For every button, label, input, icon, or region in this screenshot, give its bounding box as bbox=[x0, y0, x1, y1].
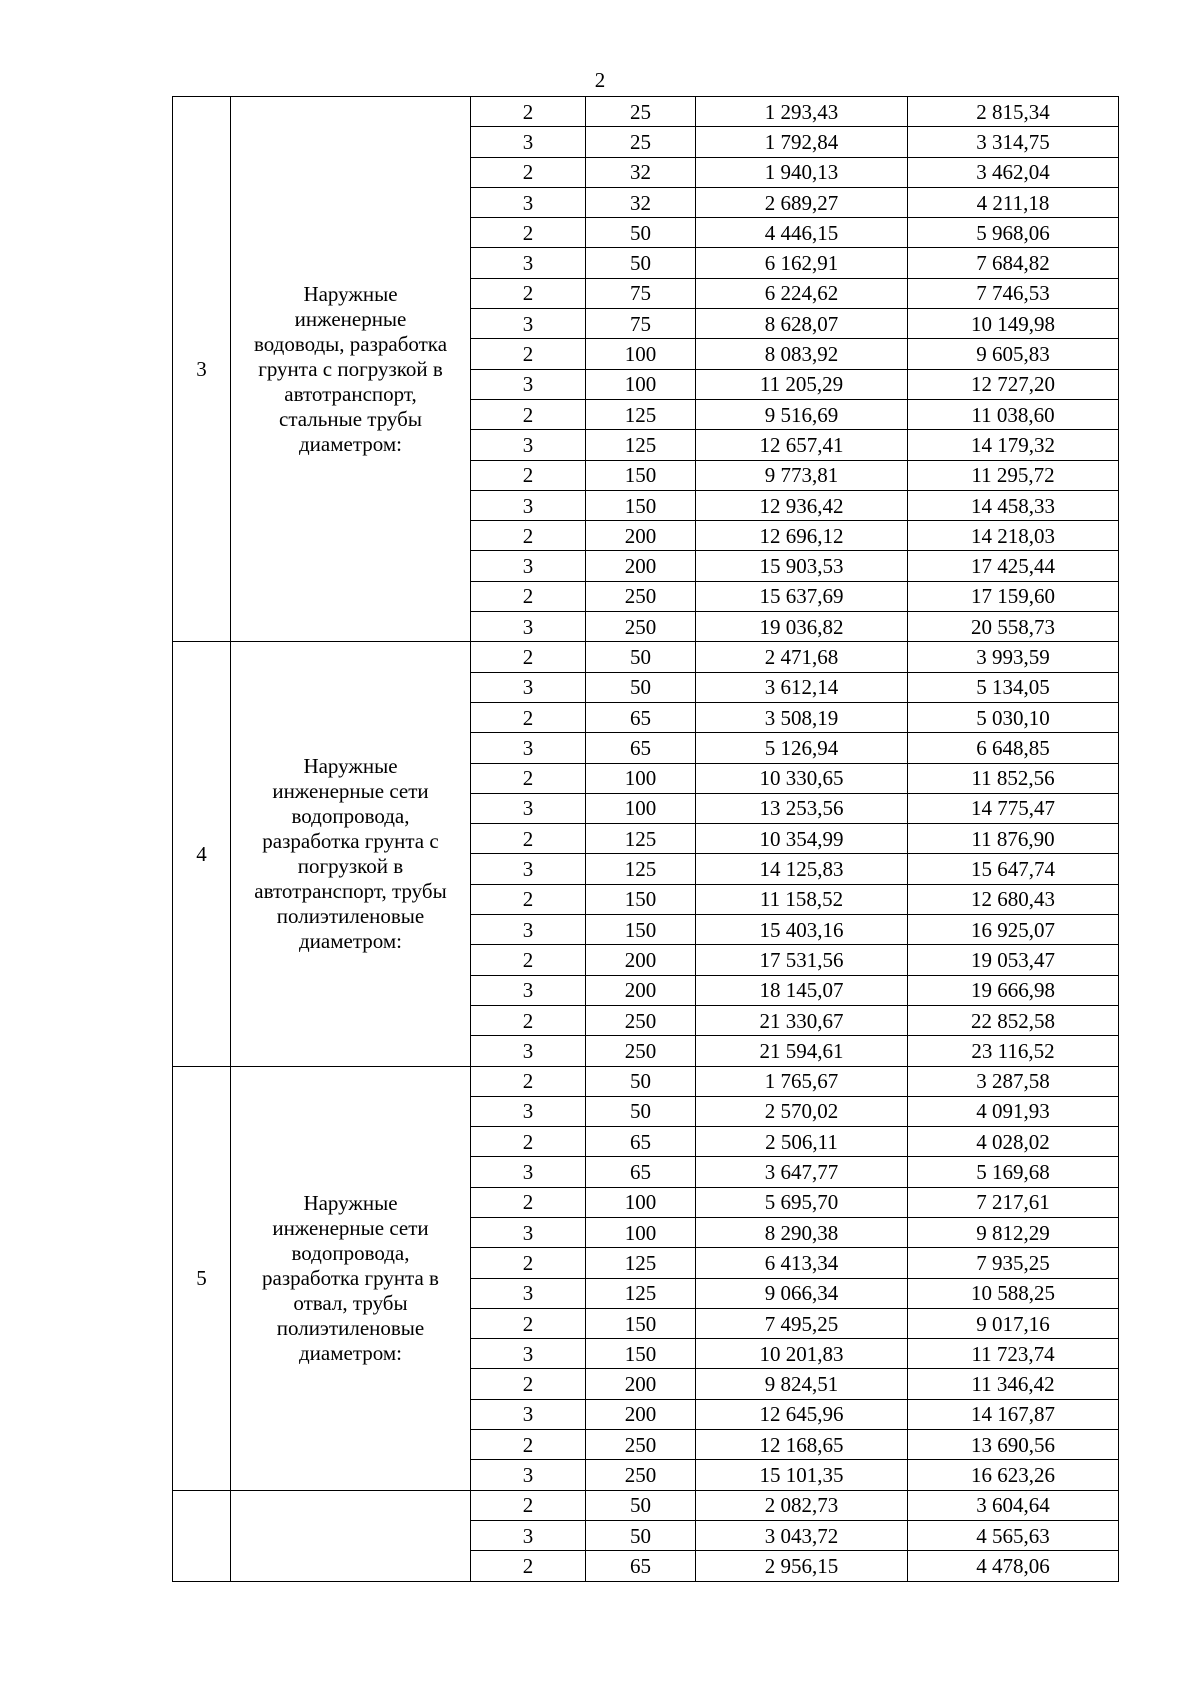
block-number: 4 bbox=[173, 642, 231, 1066]
diameter-cell: 100 bbox=[586, 793, 696, 823]
price-with-vat-cell: 9 605,83 bbox=[908, 339, 1119, 369]
price-with-vat-cell: 3 287,58 bbox=[908, 1066, 1119, 1096]
price-with-vat-cell: 3 314,75 bbox=[908, 127, 1119, 157]
table-row bbox=[173, 1490, 1119, 1520]
diameter-cell: 125 bbox=[586, 399, 696, 429]
category-cell: 3 bbox=[471, 733, 586, 763]
diameter-cell: 200 bbox=[586, 1369, 696, 1399]
price-with-vat-cell: 4 565,63 bbox=[908, 1520, 1119, 1550]
price-with-vat-cell: 23 116,52 bbox=[908, 1036, 1119, 1066]
price-with-vat-cell: 4 091,93 bbox=[908, 1096, 1119, 1126]
category-cell: 2 bbox=[471, 460, 586, 490]
price-cell: 12 936,42 bbox=[696, 490, 908, 520]
category-cell: 3 bbox=[471, 430, 586, 460]
category-cell: 2 bbox=[471, 1369, 586, 1399]
category-cell: 2 bbox=[471, 1187, 586, 1217]
price-with-vat-cell: 7 935,25 bbox=[908, 1248, 1119, 1278]
price-cell: 15 637,69 bbox=[696, 581, 908, 611]
price-cell: 11 158,52 bbox=[696, 884, 908, 914]
diameter-cell: 150 bbox=[586, 490, 696, 520]
price-with-vat-cell: 12 727,20 bbox=[908, 369, 1119, 399]
tariff-table-body bbox=[173, 97, 1119, 1582]
price-cell: 12 657,41 bbox=[696, 430, 908, 460]
diameter-cell: 50 bbox=[586, 642, 696, 672]
price-with-vat-cell: 4 478,06 bbox=[908, 1551, 1119, 1581]
category-cell: 3 bbox=[471, 369, 586, 399]
category-cell: 3 bbox=[471, 672, 586, 702]
category-cell: 3 bbox=[471, 1157, 586, 1187]
price-cell: 3 647,77 bbox=[696, 1157, 908, 1187]
category-cell: 2 bbox=[471, 278, 586, 308]
category-cell: 3 bbox=[471, 1036, 586, 1066]
category-cell: 3 bbox=[471, 612, 586, 642]
category-cell: 2 bbox=[471, 1430, 586, 1460]
block-description: Наружные инженерные сети водопровода, разработка грунта в отвал, трубы полиэтиленовые диаметром: bbox=[231, 1066, 471, 1490]
category-cell: 3 bbox=[471, 975, 586, 1005]
category-cell: 2 bbox=[471, 763, 586, 793]
diameter-cell: 125 bbox=[586, 1248, 696, 1278]
diameter-cell: 125 bbox=[586, 854, 696, 884]
price-with-vat-cell: 14 167,87 bbox=[908, 1399, 1119, 1429]
category-cell: 2 bbox=[471, 884, 586, 914]
price-with-vat-cell: 9 017,16 bbox=[908, 1308, 1119, 1338]
page-number: 2 bbox=[594, 68, 606, 92]
block-number bbox=[173, 1490, 231, 1581]
category-cell: 2 bbox=[471, 945, 586, 975]
diameter-cell: 25 bbox=[586, 97, 696, 127]
diameter-cell: 125 bbox=[586, 1278, 696, 1308]
diameter-cell: 50 bbox=[586, 1066, 696, 1096]
category-cell: 3 bbox=[471, 309, 586, 339]
category-cell: 2 bbox=[471, 157, 586, 187]
diameter-cell: 100 bbox=[586, 763, 696, 793]
diameter-cell: 250 bbox=[586, 1036, 696, 1066]
price-cell: 12 168,65 bbox=[696, 1430, 908, 1460]
diameter-cell: 150 bbox=[586, 884, 696, 914]
category-cell: 3 bbox=[471, 1278, 586, 1308]
price-cell: 9 773,81 bbox=[696, 460, 908, 490]
price-with-vat-cell: 3 993,59 bbox=[908, 642, 1119, 672]
price-cell: 14 125,83 bbox=[696, 854, 908, 884]
price-cell: 10 354,99 bbox=[696, 824, 908, 854]
price-cell: 3 508,19 bbox=[696, 702, 908, 732]
block-description: Наружные инженерные водоводы, разработка грунта с погрузкой в автотранспорт, стальные трубы диаметром: bbox=[231, 97, 471, 642]
diameter-cell: 250 bbox=[586, 1005, 696, 1035]
price-cell: 15 403,16 bbox=[696, 915, 908, 945]
price-cell: 10 330,65 bbox=[696, 763, 908, 793]
price-cell: 9 516,69 bbox=[696, 399, 908, 429]
diameter-cell: 200 bbox=[586, 975, 696, 1005]
category-cell: 3 bbox=[471, 187, 586, 217]
price-with-vat-cell: 13 690,56 bbox=[908, 1430, 1119, 1460]
diameter-cell: 250 bbox=[586, 581, 696, 611]
price-cell: 4 446,15 bbox=[696, 218, 908, 248]
price-with-vat-cell: 20 558,73 bbox=[908, 612, 1119, 642]
price-cell: 7 495,25 bbox=[696, 1308, 908, 1338]
category-cell: 2 bbox=[471, 521, 586, 551]
price-with-vat-cell: 17 159,60 bbox=[908, 581, 1119, 611]
price-cell: 21 594,61 bbox=[696, 1036, 908, 1066]
diameter-cell: 200 bbox=[586, 521, 696, 551]
price-cell: 11 205,29 bbox=[696, 369, 908, 399]
price-cell: 6 224,62 bbox=[696, 278, 908, 308]
category-cell: 2 bbox=[471, 1308, 586, 1338]
price-cell: 15 903,53 bbox=[696, 551, 908, 581]
tariff-table bbox=[172, 96, 1119, 1582]
category-cell: 2 bbox=[471, 1066, 586, 1096]
price-with-vat-cell: 19 053,47 bbox=[908, 945, 1119, 975]
diameter-cell: 32 bbox=[586, 157, 696, 187]
diameter-cell: 65 bbox=[586, 1551, 696, 1581]
category-cell: 3 bbox=[471, 1460, 586, 1490]
price-with-vat-cell: 4 028,02 bbox=[908, 1127, 1119, 1157]
category-cell: 3 bbox=[471, 915, 586, 945]
price-with-vat-cell: 10 149,98 bbox=[908, 309, 1119, 339]
price-with-vat-cell: 11 852,56 bbox=[908, 763, 1119, 793]
diameter-cell: 100 bbox=[586, 369, 696, 399]
price-cell: 1 765,67 bbox=[696, 1066, 908, 1096]
diameter-cell: 75 bbox=[586, 309, 696, 339]
category-cell: 2 bbox=[471, 1248, 586, 1278]
category-cell: 2 bbox=[471, 1005, 586, 1035]
price-with-vat-cell: 19 666,98 bbox=[908, 975, 1119, 1005]
price-with-vat-cell: 7 217,61 bbox=[908, 1187, 1119, 1217]
price-cell: 5 126,94 bbox=[696, 733, 908, 763]
price-with-vat-cell: 2 815,34 bbox=[908, 97, 1119, 127]
category-cell: 2 bbox=[471, 1551, 586, 1581]
category-cell: 3 bbox=[471, 1339, 586, 1369]
price-cell: 15 101,35 bbox=[696, 1460, 908, 1490]
price-with-vat-cell: 15 647,74 bbox=[908, 854, 1119, 884]
category-cell: 2 bbox=[471, 218, 586, 248]
category-cell: 3 bbox=[471, 1217, 586, 1247]
diameter-cell: 200 bbox=[586, 551, 696, 581]
price-cell: 2 956,15 bbox=[696, 1551, 908, 1581]
price-with-vat-cell: 16 925,07 bbox=[908, 915, 1119, 945]
table-row bbox=[173, 97, 1119, 127]
price-cell: 2 570,02 bbox=[696, 1096, 908, 1126]
price-with-vat-cell: 14 775,47 bbox=[908, 793, 1119, 823]
category-cell: 2 bbox=[471, 1127, 586, 1157]
diameter-cell: 100 bbox=[586, 1187, 696, 1217]
price-with-vat-cell: 4 211,18 bbox=[908, 187, 1119, 217]
price-cell: 5 695,70 bbox=[696, 1187, 908, 1217]
price-with-vat-cell: 5 134,05 bbox=[908, 672, 1119, 702]
price-cell: 1 940,13 bbox=[696, 157, 908, 187]
price-with-vat-cell: 5 169,68 bbox=[908, 1157, 1119, 1187]
diameter-cell: 200 bbox=[586, 1399, 696, 1429]
price-cell: 2 471,68 bbox=[696, 642, 908, 672]
price-with-vat-cell: 17 425,44 bbox=[908, 551, 1119, 581]
price-cell: 3 043,72 bbox=[696, 1520, 908, 1550]
price-with-vat-cell: 11 346,42 bbox=[908, 1369, 1119, 1399]
price-cell: 13 253,56 bbox=[696, 793, 908, 823]
price-cell: 9 066,34 bbox=[696, 1278, 908, 1308]
diameter-cell: 250 bbox=[586, 612, 696, 642]
diameter-cell: 50 bbox=[586, 1520, 696, 1550]
diameter-cell: 200 bbox=[586, 945, 696, 975]
price-cell: 21 330,67 bbox=[696, 1005, 908, 1035]
category-cell: 3 bbox=[471, 1399, 586, 1429]
price-with-vat-cell: 16 623,26 bbox=[908, 1460, 1119, 1490]
category-cell: 3 bbox=[471, 1096, 586, 1126]
category-cell: 3 bbox=[471, 793, 586, 823]
diameter-cell: 65 bbox=[586, 1157, 696, 1187]
price-with-vat-cell: 14 218,03 bbox=[908, 521, 1119, 551]
category-cell: 3 bbox=[471, 127, 586, 157]
diameter-cell: 75 bbox=[586, 278, 696, 308]
diameter-cell: 150 bbox=[586, 1308, 696, 1338]
price-cell: 19 036,82 bbox=[696, 612, 908, 642]
price-with-vat-cell: 11 723,74 bbox=[908, 1339, 1119, 1369]
price-cell: 18 145,07 bbox=[696, 975, 908, 1005]
diameter-cell: 50 bbox=[586, 672, 696, 702]
price-cell: 12 696,12 bbox=[696, 521, 908, 551]
price-cell: 9 824,51 bbox=[696, 1369, 908, 1399]
diameter-cell: 65 bbox=[586, 733, 696, 763]
price-with-vat-cell: 11 038,60 bbox=[908, 399, 1119, 429]
price-cell: 1 792,84 bbox=[696, 127, 908, 157]
price-with-vat-cell: 7 684,82 bbox=[908, 248, 1119, 278]
diameter-cell: 65 bbox=[586, 702, 696, 732]
diameter-cell: 100 bbox=[586, 1217, 696, 1247]
diameter-cell: 125 bbox=[586, 824, 696, 854]
diameter-cell: 250 bbox=[586, 1430, 696, 1460]
category-cell: 3 bbox=[471, 490, 586, 520]
table-row bbox=[173, 1066, 1119, 1096]
diameter-cell: 150 bbox=[586, 460, 696, 490]
category-cell: 2 bbox=[471, 339, 586, 369]
price-cell: 10 201,83 bbox=[696, 1339, 908, 1369]
price-with-vat-cell: 5 030,10 bbox=[908, 702, 1119, 732]
diameter-cell: 50 bbox=[586, 248, 696, 278]
price-with-vat-cell: 11 295,72 bbox=[908, 460, 1119, 490]
price-cell: 2 689,27 bbox=[696, 187, 908, 217]
category-cell: 3 bbox=[471, 1520, 586, 1550]
diameter-cell: 100 bbox=[586, 339, 696, 369]
diameter-cell: 65 bbox=[586, 1127, 696, 1157]
price-with-vat-cell: 9 812,29 bbox=[908, 1217, 1119, 1247]
block-description bbox=[231, 1490, 471, 1581]
price-with-vat-cell: 14 179,32 bbox=[908, 430, 1119, 460]
block-number: 3 bbox=[173, 97, 231, 642]
price-with-vat-cell: 3 462,04 bbox=[908, 157, 1119, 187]
price-with-vat-cell: 22 852,58 bbox=[908, 1005, 1119, 1035]
price-cell: 8 083,92 bbox=[696, 339, 908, 369]
category-cell: 3 bbox=[471, 551, 586, 581]
price-with-vat-cell: 3 604,64 bbox=[908, 1490, 1119, 1520]
diameter-cell: 250 bbox=[586, 1460, 696, 1490]
price-cell: 2 082,73 bbox=[696, 1490, 908, 1520]
category-cell: 2 bbox=[471, 399, 586, 429]
price-with-vat-cell: 7 746,53 bbox=[908, 278, 1119, 308]
price-cell: 2 506,11 bbox=[696, 1127, 908, 1157]
price-cell: 17 531,56 bbox=[696, 945, 908, 975]
diameter-cell: 50 bbox=[586, 1096, 696, 1126]
price-with-vat-cell: 12 680,43 bbox=[908, 884, 1119, 914]
price-cell: 12 645,96 bbox=[696, 1399, 908, 1429]
category-cell: 2 bbox=[471, 824, 586, 854]
category-cell: 2 bbox=[471, 642, 586, 672]
price-with-vat-cell: 11 876,90 bbox=[908, 824, 1119, 854]
category-cell: 3 bbox=[471, 248, 586, 278]
diameter-cell: 32 bbox=[586, 187, 696, 217]
price-with-vat-cell: 6 648,85 bbox=[908, 733, 1119, 763]
category-cell: 2 bbox=[471, 1490, 586, 1520]
category-cell: 2 bbox=[471, 581, 586, 611]
diameter-cell: 25 bbox=[586, 127, 696, 157]
diameter-cell: 50 bbox=[586, 218, 696, 248]
price-cell: 3 612,14 bbox=[696, 672, 908, 702]
diameter-cell: 125 bbox=[586, 430, 696, 460]
diameter-cell: 150 bbox=[586, 1339, 696, 1369]
category-cell: 3 bbox=[471, 854, 586, 884]
block-description: Наружные инженерные сети водопровода, разработка грунта с погрузкой в автотранспорт, трубы полиэтиленовые диаметром: bbox=[231, 642, 471, 1066]
block-number: 5 bbox=[173, 1066, 231, 1490]
diameter-cell: 150 bbox=[586, 915, 696, 945]
category-cell: 2 bbox=[471, 97, 586, 127]
price-cell: 6 162,91 bbox=[696, 248, 908, 278]
diameter-cell: 50 bbox=[586, 1490, 696, 1520]
price-cell: 8 628,07 bbox=[696, 309, 908, 339]
category-cell: 2 bbox=[471, 702, 586, 732]
price-with-vat-cell: 5 968,06 bbox=[908, 218, 1119, 248]
price-cell: 8 290,38 bbox=[696, 1217, 908, 1247]
price-cell: 6 413,34 bbox=[696, 1248, 908, 1278]
price-with-vat-cell: 10 588,25 bbox=[908, 1278, 1119, 1308]
table-row bbox=[173, 642, 1119, 672]
price-cell: 1 293,43 bbox=[696, 97, 908, 127]
price-with-vat-cell: 14 458,33 bbox=[908, 490, 1119, 520]
